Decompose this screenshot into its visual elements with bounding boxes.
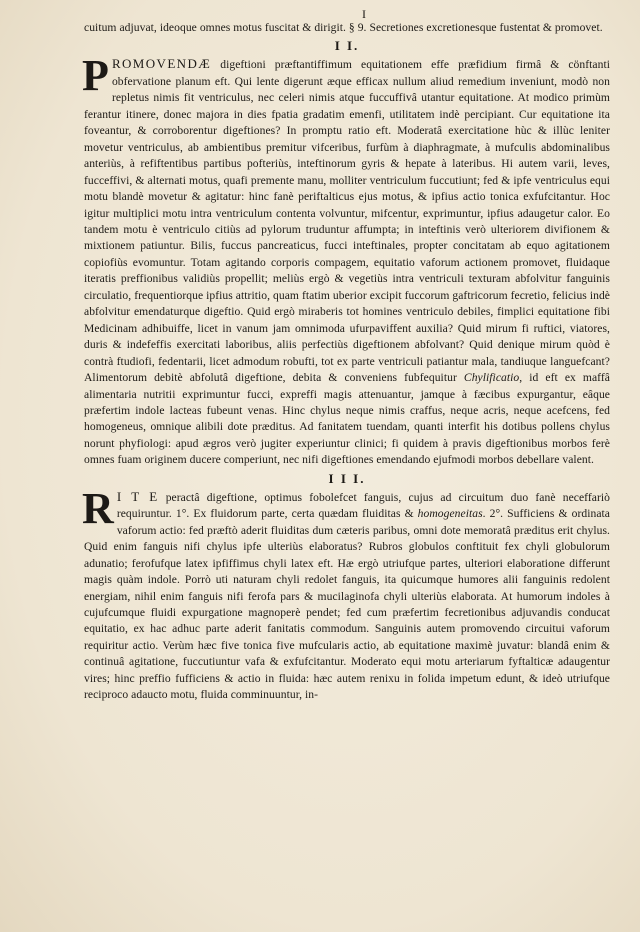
drop-cap-p: P bbox=[82, 51, 109, 101]
intro-paragraph: cuitum adjuvat, ideoque omnes motus fuscitat & dirigit. § 9. Secretiones excretionesque fustentat & promovet. bbox=[84, 21, 603, 34]
section-numeral-2: I I. bbox=[334, 38, 360, 54]
section-2-paragraph bbox=[82, 51, 610, 468]
section-numeral-3: I I I. bbox=[328, 470, 366, 486]
section-3-body: peractâ digeftione, optimus fobolefcet fanguis, cujus ad circuitum duo fanè neceffariò requiruntur. 1°. Ex fluidorum parte, certa quædam fluiditas & bbox=[116, 490, 610, 521]
section-2-lead-word: ROMOVENDÆ bbox=[111, 56, 212, 72]
section-2-body: digeftioni præftantiffimum equitationem effe præfidium firmâ & cönftanti obfervatione planum eft. Qui lente digerunt æque efficax nullum aliud remedium inveniunt, modò non repletus nimis fit ventriculus, nec celeri nimis atque fuccuffivâ utantur equitatione. At modico primùm ferantur itinere, donec majora in dies fpatia gradatim emenfi, utilitatem indè percipiant. Cur equitatione ita foveantur, & corroborentur digeftiones? In promptu ratio eft. Moderatâ exercitatione hùc & illùc leniter movetur ventriculus, ab ambientibus premitur vifceribus, furfùm à diaphragmate, à mufculis abdominalibus anteriùs, à refiftentibus partibus pofteriùs, inteftinorum gyris & hepate à lateribus. Hi autem varii, leves, fucceffivi, & alternati motus, quafi premente manu, molliter ventriculum fuccutiunt; fed & ipfe ventriculus equi motu blandè movetur & agitatur: hinc fanè periftalticus ejus motus, & ipfius actio tonica exfufcitantur. Hoc igitur multiplici motu intra ventriculum contenta volvuntur, mifcentur, exprimuntur, ipfius adaugetur calor. Eo tandem motu è ventriculo citiùs ad pylorum truduntur affumpta; in inteftinis verò ulteriorem divifionem & mixtionem patiuntur. Bilis, fuccus pancreaticus, fucci inteftinales, propter concitatam ab equo agitationem copiofiùs evomuntur. Totam agitando corporis compagem, equitatio vaforum actionem promovet, fluidaque iteratis preffionibus validiùs propellit; meliùs ergò & vegetiùs intra ventriculi texturam abfolvitur fanguinis circulatio, frequentiorque ipfius attritio, quam ftatim uberior excipit fuccorum gaftricorum fecretio, felicius indè abfolvitur emendaturque digeftio. Quid ergò miraberis tot homines ventriculo debiles, fimplici equitatione fibi Medicinam adhibuiffe, licet in vanum jam omnimoda ufurpaviffent auxilia? Quid mirum fi ruftici, viatores, duris & indefeffis exercitati laboribus, aliis perfectiùs digeftionem abfolvant? Quid denique mirum quòd è contrà ftudiofi, fedentarii, licet admodum robufti, tot ex parte ventriculi patiantur mala, tandiuque languefcant? Alimentorum debitè abfolutâ digeftione, debita & conveniens fubfequitur bbox=[84, 58, 610, 385]
section-3-italic-term: homogeneitas bbox=[417, 507, 483, 521]
page-marker: I bbox=[362, 7, 366, 21]
section-2-italic-term: Chylificatio bbox=[463, 371, 520, 385]
section-2-body-cont: , id eft ex maffâ alimentaria nutritii exprimuntur fucci, expreffi magis attenuantur, jamque à fæcibus expurgantur, eâque præfertim indole lacteas fubeunt venas. Hinc chylus neque nimis craffus, neque acris, neque acefcens, fed homogeneus, omnique alibili dote præditus. Ad fanitatem tuendam, quanti interfit his dotibus pollens chylus norunt phyfiologi: apud ægros verò jugiter experiuntur clinici; fi quidem à pravis digeftionibus morbos ferè omnes fuam originem ducere comperiunt, nec nifi digeftiones emendando ejufmodi morbos debellare valent. bbox=[84, 371, 610, 467]
section-3-body-cont: . 2°. Sufficiens & ordinata vaforum actio: fed præftò aderit fluiditas dum cæteris paribus, omni dote memoratâ præditus erit chylus. Quid enim fanguis nifi chylus ipfe ulteriùs elaboratus? Rubros globulos conftituit fex chyli globulorum adunatio; ferofufque latex ipfiffimus chyli latex eft. Hæ ergò utriufque partes, ulteriori elaboratione differunt magis quàm indole. Porrò uti naturam chyli redolet fanguis, ita quicumque humores alii fanguinis redolent energiam, nihil enim fanguis nifi ferofa pars & mucilaginofa chyli ulteriùs elaborata. At humorum indoles à cujufcumque fluidi expurgatione magnoperè pendet; fed cum præfertim fecretionibus adjuvandis conducat equitatio, ex hac adhuc parte aderit fanitatis commodum. Sanguinis autem promovendo circuitui vaforum requiritur actio. Verùm hæc five tonica five mufcularis actio, ab equitatione maximè juvatur: blandâ enim & continuâ agitatione, fuccutiuntur vafa & exfufcitantur. Moderato equi motu arteriarum fyftalticæ adaugentur vires; hinc preffio fufficiens & actio in fluida: hæc autem renixu in folida impetum edunt, & ideò utriufque reciproco adauctо motu, fluida comminuuntur, in- bbox=[84, 507, 610, 702]
drop-cap-r: R bbox=[82, 483, 114, 533]
section-3-lead-word: I T E bbox=[116, 488, 159, 504]
section-3-paragraph bbox=[82, 483, 610, 704]
